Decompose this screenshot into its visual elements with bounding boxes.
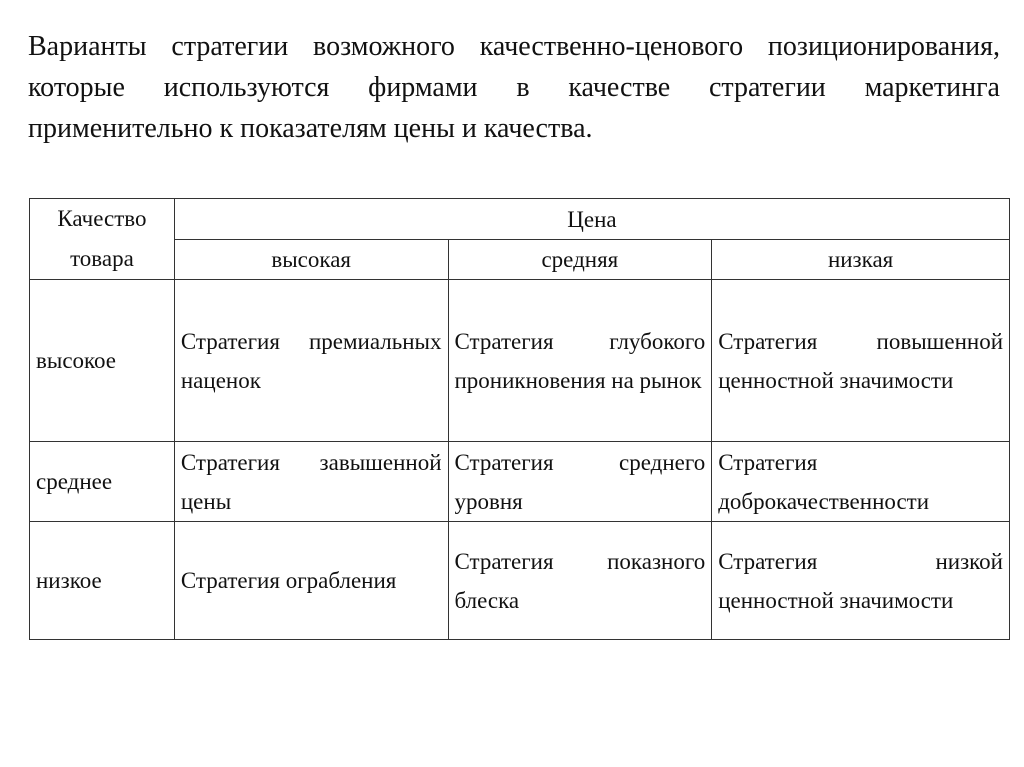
table-row-low-quality	[30, 522, 1010, 640]
strategy-cell: Стратегия среднего уровня	[448, 442, 712, 522]
strategy-cell: Стратегия глубокого проникновения на рынок	[448, 280, 712, 442]
quality-label-medium: среднее	[30, 442, 175, 522]
price-column-low: низкая	[712, 240, 1010, 280]
strategy-cell: Стратегия премиальных наценок	[174, 280, 448, 442]
quality-label-low: низкое	[30, 522, 175, 640]
quality-label-high: высокое	[30, 280, 175, 442]
table-row-high-quality	[30, 280, 1010, 442]
strategy-cell: Стратегия низкой ценностной значимости	[712, 522, 1010, 640]
strategy-cell: Стратегия ограбления	[174, 522, 448, 640]
quality-header-cell	[30, 199, 175, 280]
quality-header-line-2: товара	[70, 246, 134, 271]
table-row-medium-quality	[30, 442, 1010, 522]
price-column-high: высокая	[174, 240, 448, 280]
strategy-cell: Стратегия повышенной ценностной значимости	[712, 280, 1010, 442]
strategy-cell: Стратегия доброкачественности	[712, 442, 1010, 522]
quality-header-line-1: Качество	[57, 206, 147, 231]
price-header: Цена	[174, 199, 1009, 240]
intro-paragraph: Варианты стратегии возможного качественно-ценового позиционирования, которые используются фирмами в качестве стратегии маркетинга применительно к показателям цены и качества.	[28, 31, 1000, 144]
price-quality-matrix	[29, 198, 1010, 640]
strategy-cell: Стратегия показного блеска	[448, 522, 712, 640]
strategy-cell: Стратегия завышенной цены	[174, 442, 448, 522]
price-column-medium: средняя	[448, 240, 712, 280]
